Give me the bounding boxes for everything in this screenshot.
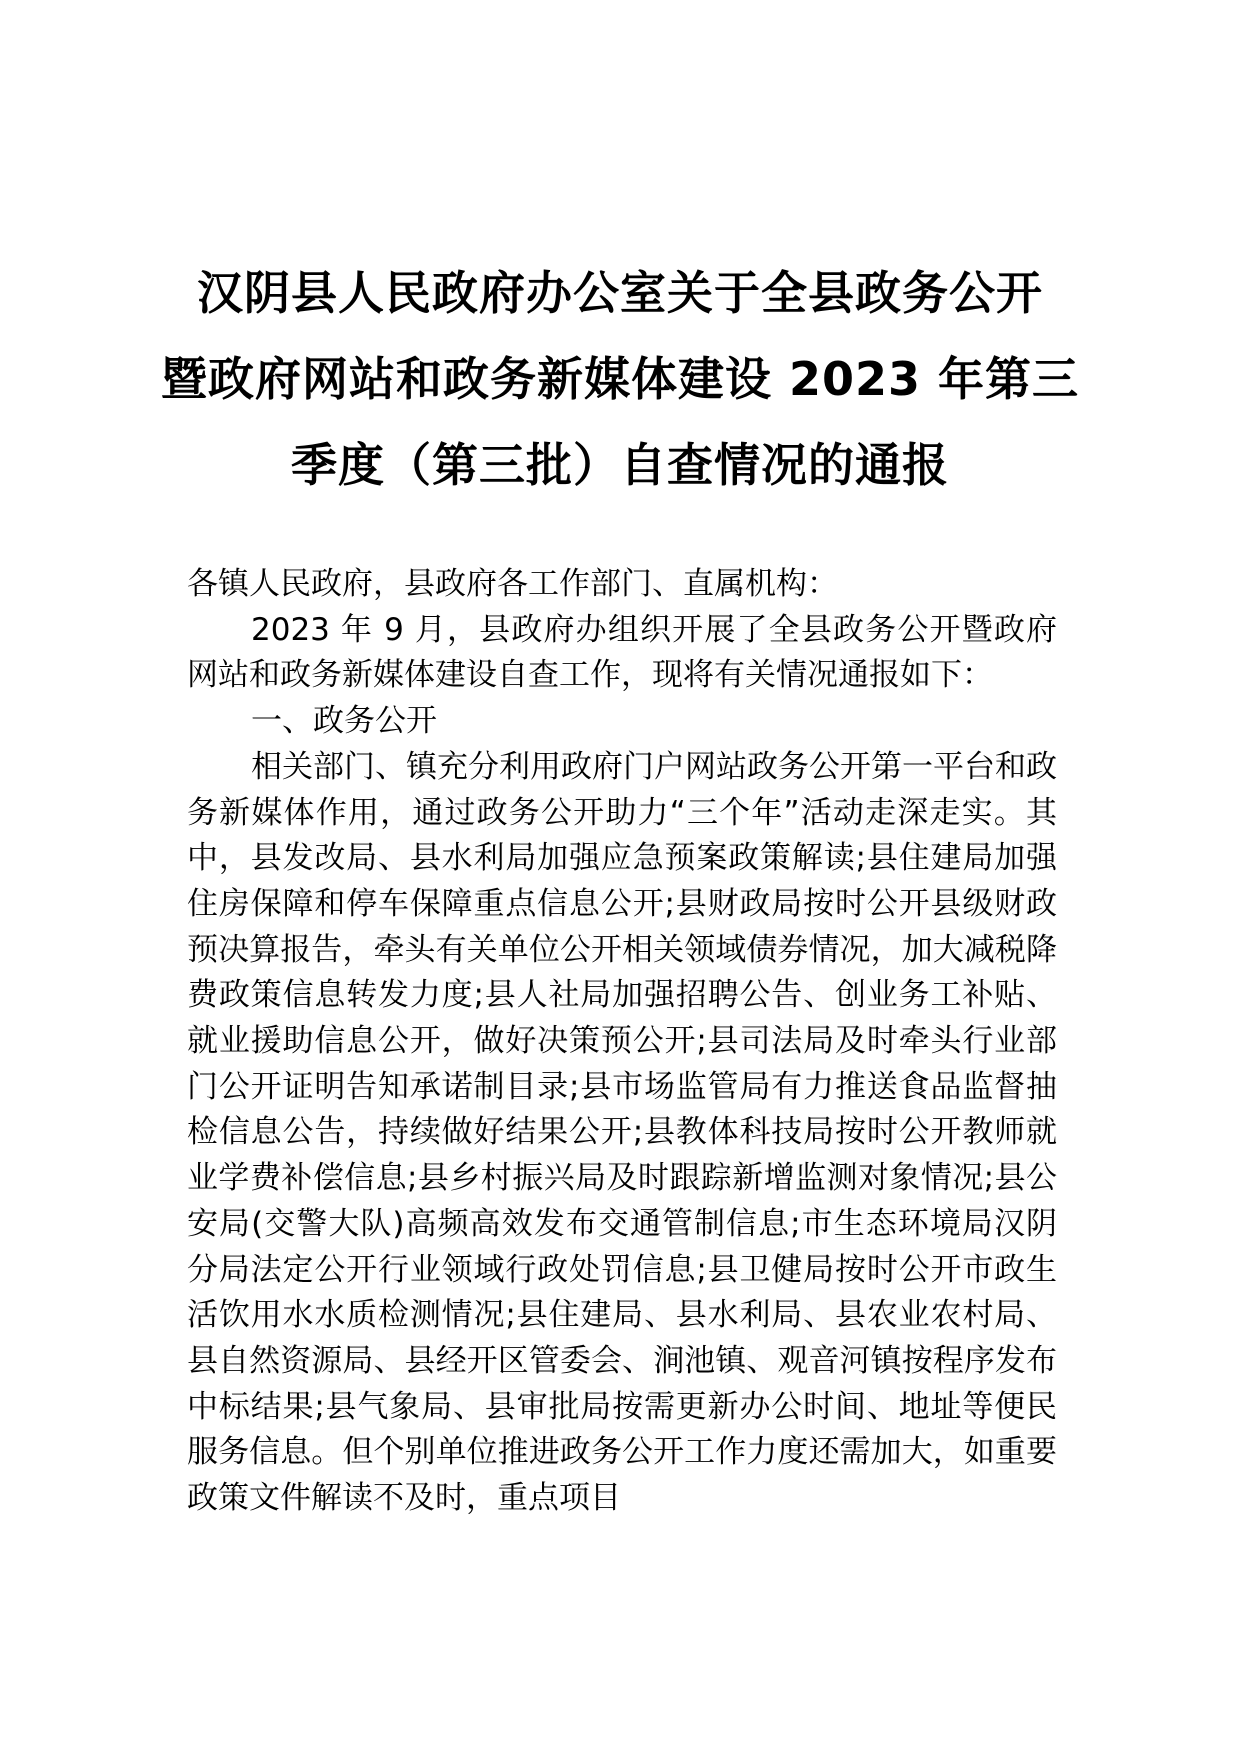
title-line-2: 暨政府网站和政务新媒体建设 2023 年第三 xyxy=(160,352,1080,406)
title-line-1: 汉阴县人民政府办公室关于全县政务公开 xyxy=(197,266,1043,320)
document-body xyxy=(187,562,1057,1522)
section-heading: 一、政务公开 xyxy=(251,703,437,740)
salutation: 各镇人民政府，县政府各工作部门、直属机构： xyxy=(187,566,838,602)
intro-paragraph: 2023 年 9 月，县政府办组织开展了全县政务公开暨政府网站和政务新媒体建设自查工作，现将有关情况通报如下： xyxy=(187,611,1057,694)
title-line-3: 季度（第三批）自查情况的通报 xyxy=(291,438,949,492)
document-title xyxy=(150,250,1090,508)
section-paragraph: 相关部门、镇充分利用政府门户网站政务公开第一平台和政务新媒体作用，通过政务公开助力“三个年”活动走深走实。其中，县发改局、县水利局加强应急预案政策解读;县住建局加强住房保障和停车保障重点信息公开;县财政局按时公开县级财政预决算报告，牵头有关单位公开相关领域债券情况，加大减税降费政策信息转发力度;县人社局加强招聘公告、创业务工补贴、就业援助信息公开，做好决策预公开;县司法局及时牵头行业部门公开证明告知承诺制目录;县市场监管局有力推送食品监督抽检信息公告，持续做好结果公开;县教体科技局按时公开教师就业学费补偿信息;县乡村振兴局及时跟踪新增监测对象情况;县公安局(交警大队)高频高效发布交通管制信息;市生态环境局汉阴分局法定公开行业领域行政处罚信息;县卫健局按时公开市政生活饮用水水质检测情况;县住建局、县水利局、县农业农村局、县自然资源局、县经开区管委会、涧池镇、观音河镇按程序发布中标结果;县气象局、县审批局按需更新办公时间、地址等便民服务信息。但个别单位推进政务公开工作力度还需加大，如重要政策文件解读不及时，重点项目 xyxy=(187,748,1057,1517)
